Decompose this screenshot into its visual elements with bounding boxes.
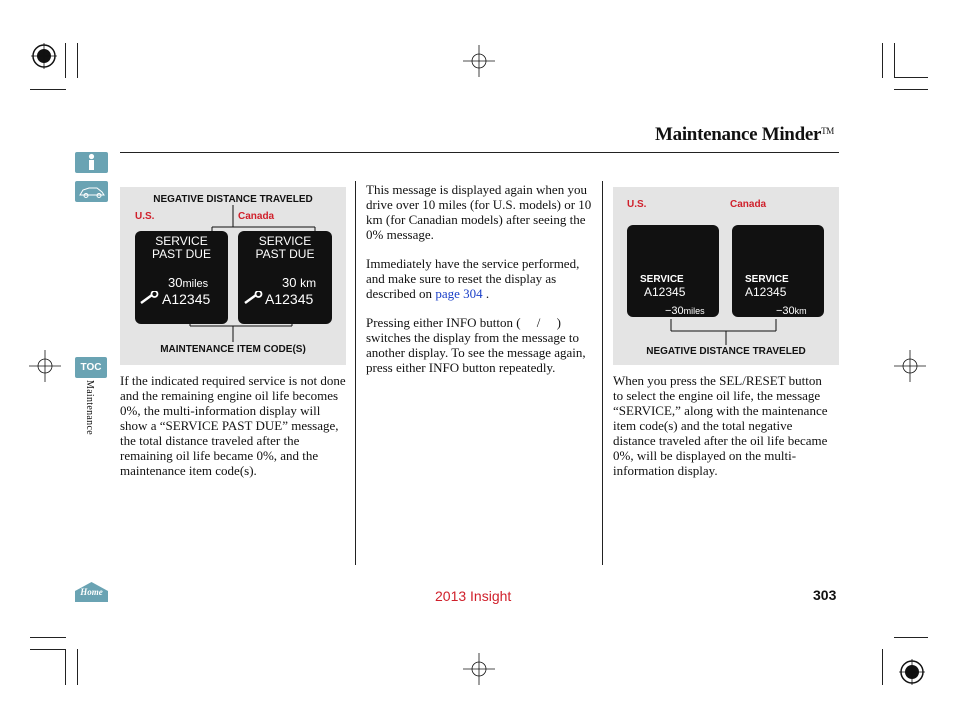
crosshair-icon — [463, 45, 495, 77]
home-label: Home — [80, 587, 103, 597]
header-rule — [120, 152, 839, 153]
screen-line-past-due: PAST DUE — [152, 247, 211, 261]
column-1-text — [120, 373, 350, 492]
page-number: 303 — [813, 587, 837, 603]
crosshair-icon — [894, 350, 926, 382]
trademark-mark: TM — [821, 126, 835, 136]
paragraph-text: . — [482, 286, 490, 301]
us-label: U.S. — [135, 211, 155, 222]
figure-label-bottom: NEGATIVE DISTANCE TRAVELED — [646, 346, 806, 357]
paragraph-text: Immediately have the service performed, and make sure to reset the display as described on — [366, 256, 580, 301]
screen-code: A12345 — [745, 285, 787, 299]
wrench-icon — [140, 291, 160, 310]
paragraph: Pressing either INFO button ( / ) switches the display from the message to another display. To see the message again, press either INFO button repeatedly. — [366, 315, 586, 375]
screen-line-past-due: PAST DUE — [255, 247, 315, 261]
crosshair-icon — [29, 350, 61, 382]
us-label: U.S. — [627, 199, 647, 210]
wrench-icon — [244, 291, 264, 310]
display-screen-canada — [238, 231, 332, 324]
screen-distance: −30miles — [665, 305, 705, 317]
toc-button[interactable]: TOC — [75, 357, 107, 378]
screen-line-service: SERVICE — [640, 274, 684, 285]
figure-service-past-due — [120, 187, 346, 365]
screen-line-service: SERVICE — [155, 234, 208, 248]
info-icon[interactable] — [75, 152, 108, 173]
column-divider — [355, 181, 356, 565]
screen-code: A12345 — [265, 291, 314, 307]
screen-distance: 30miles — [168, 275, 209, 290]
car-icon[interactable] — [75, 181, 108, 202]
registration-target-icon — [31, 43, 57, 69]
figure-label-bottom: MAINTENANCE ITEM CODE(S) — [160, 344, 306, 355]
screen-distance: 30 km — [282, 275, 317, 290]
home-button[interactable] — [74, 581, 109, 603]
screen-line-service: SERVICE — [745, 274, 789, 285]
screen-code: A12345 — [644, 285, 686, 299]
figure-label-top: NEGATIVE DISTANCE TRAVELED — [153, 194, 313, 205]
column-2-text — [366, 182, 596, 389]
paragraph — [366, 256, 596, 301]
crosshair-icon — [463, 653, 495, 685]
display-screen-canada — [732, 225, 824, 317]
column-3-text — [613, 373, 835, 492]
figure-service-negative-distance — [613, 187, 839, 365]
screen-line-service: SERVICE — [258, 234, 312, 248]
section-label: Maintenance — [84, 380, 95, 435]
page-title: Maintenance Minder™ — [655, 124, 835, 145]
paragraph: When you press the SEL/RESET button to select the engine oil life, the message “SERVICE,” along with the maintenance item code(s) and the total negative distance traveled after the oil life became 0%, will be displayed on the multi-information display. — [613, 373, 828, 478]
screen-code: A12345 — [162, 291, 211, 307]
registration-target-icon — [899, 659, 925, 685]
paragraph: This message is displayed again when you drive over 10 miles (for U.S. models) or 10 km (for Canadian models) after seeing the 0% message. — [366, 182, 592, 242]
footer-model-name: 2013 Insight — [435, 588, 512, 604]
paragraph: If the indicated required service is not done and the remaining engine oil life becomes 0%, the multi-information display will show a “SERVICE PAST DUE” message, the total distance traveled after the remaining oil life became 0%, and the maintenance item code(s). — [120, 373, 346, 478]
display-screen-us — [135, 231, 228, 324]
column-divider — [602, 181, 603, 565]
display-screen-us — [627, 225, 719, 317]
canada-label: Canada — [730, 199, 767, 210]
page-304-link[interactable]: page 304 — [435, 286, 483, 301]
screen-distance: −30km — [776, 305, 807, 317]
canada-label: Canada — [238, 211, 275, 222]
